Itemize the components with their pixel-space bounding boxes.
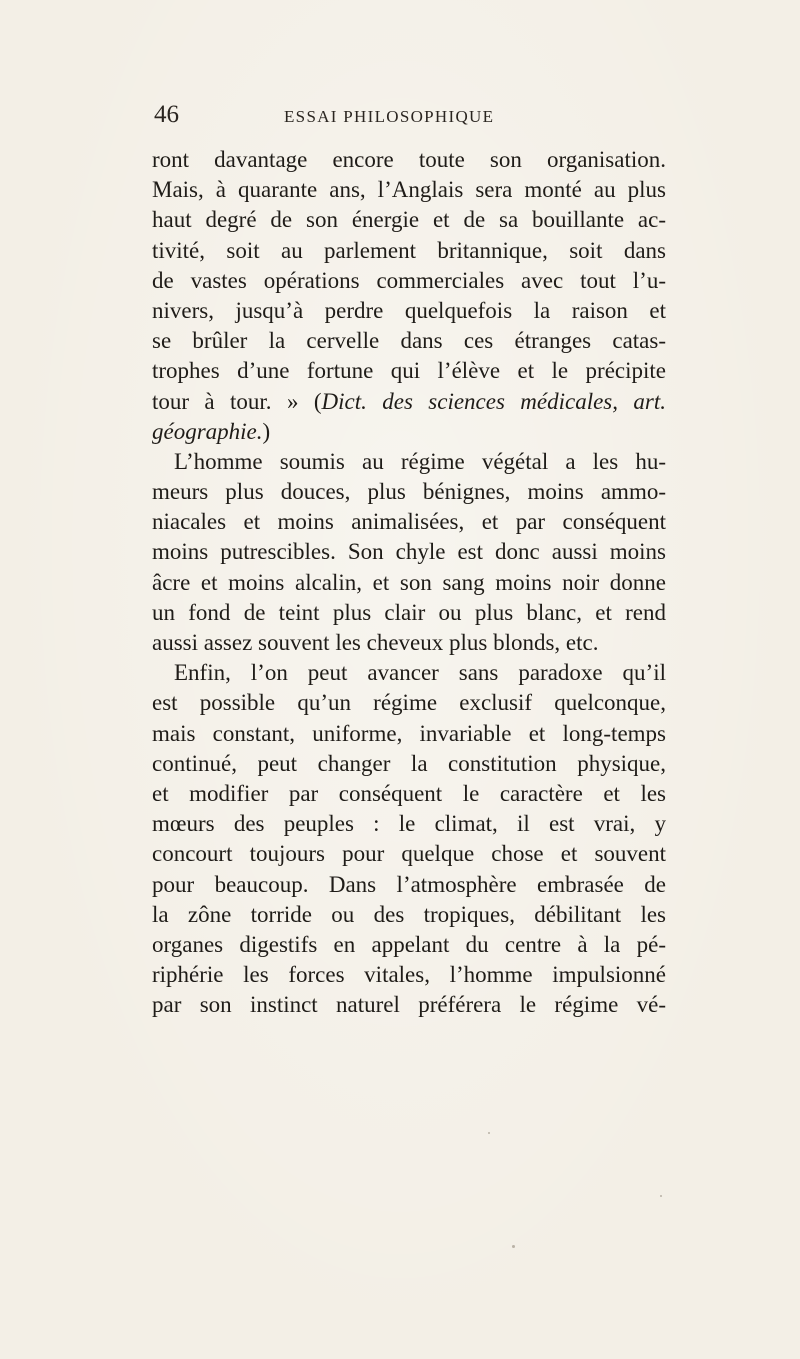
text-line <box>152 568 666 598</box>
text-line <box>152 749 666 779</box>
text-line <box>152 326 666 356</box>
text-line <box>152 688 666 718</box>
line-text: ront davantage encore toute son organisation. <box>152 147 666 172</box>
citation-close: ) <box>262 418 271 444</box>
paper-speck <box>488 1132 490 1134</box>
line-text: organes digestifs en appelant du centre à la pé- <box>152 931 666 957</box>
line-text: continué, peut changer la constitution physique, <box>152 750 666 776</box>
text-line <box>152 266 666 296</box>
line-text: riphérie les forces vitales, l’homme impulsionné <box>152 962 666 988</box>
text-line <box>152 719 666 749</box>
text-line <box>152 870 666 900</box>
text-line <box>152 477 666 507</box>
line-text: niacales et moins animalisées, et par conséquent <box>152 509 666 535</box>
line-text: tour à tour. » ( <box>152 388 322 414</box>
text-line <box>152 900 666 930</box>
text-line <box>152 387 666 417</box>
line-text: L’homme soumis au régime végétal a les hu- <box>174 448 666 474</box>
citation-italic: géographie. <box>152 418 263 444</box>
text-line <box>152 417 666 447</box>
line-text: trophes d’une fortune qui l’élève et le précipite <box>152 358 666 384</box>
text-line <box>152 779 666 809</box>
text-line <box>152 960 666 990</box>
text-line <box>152 447 666 477</box>
text-line <box>152 930 666 960</box>
citation-italic: Dict. des sciences médicales, art. <box>321 388 666 414</box>
running-title: ESSAI PHILOSOPHIQUE <box>284 107 495 126</box>
line-text: Mais, à quarante ans, l’Anglais sera monté au plus <box>152 177 666 203</box>
line-text: meurs plus douces, plus bénignes, moins ammo- <box>152 479 666 505</box>
line-text: aussi assez souvent les cheveux plus blonds, etc. <box>152 630 599 655</box>
text-line <box>152 990 666 1020</box>
line-text: un fond de teint plus clair ou plus blanc, et rend <box>152 599 666 625</box>
paper-speck <box>512 1245 515 1248</box>
text-line <box>152 628 666 658</box>
text-line <box>152 356 666 386</box>
page-header <box>154 101 654 141</box>
line-text: tivité, soit au parlement britannique, soit dans <box>152 237 666 263</box>
text-line <box>152 205 666 235</box>
line-text: nivers, jusqu’à perdre quelquefois la raison et <box>152 297 666 323</box>
line-text: de vastes opérations commerciales avec tout l’u- <box>152 267 666 293</box>
text-line <box>152 145 666 175</box>
text-line <box>152 507 666 537</box>
line-text: haut degré de son énergie et de sa bouillante ac- <box>152 207 666 233</box>
line-text: moins putrescibles. Son chyle est donc aussi moins <box>152 539 666 565</box>
line-text: mais constant, uniforme, invariable et long-temps <box>152 720 666 746</box>
line-text: Enfin, l’on peut avancer sans paradoxe qu’il <box>174 660 666 686</box>
text-line <box>152 839 666 869</box>
text-line <box>152 598 666 628</box>
line-text: mœurs des peuples : le climat, il est vrai, y <box>152 811 666 837</box>
line-text: est possible qu’un régime exclusif quelconque, <box>152 690 666 716</box>
line-text: et modifier par conséquent le caractère et les <box>152 780 666 806</box>
text-line <box>152 296 666 326</box>
text-line <box>152 537 666 567</box>
line-text: par son instinct naturel préférera le régime vé- <box>152 992 666 1018</box>
paper-speck <box>660 1195 662 1197</box>
text-line <box>152 175 666 205</box>
text-line <box>152 809 666 839</box>
text-line <box>152 236 666 266</box>
line-text: âcre et moins alcalin, et son sang moins noir donne <box>152 569 666 595</box>
text-line <box>152 658 666 688</box>
line-text: la zône torride ou des tropiques, débilitant les <box>152 901 666 927</box>
line-text: se brûler la cervelle dans ces étranges catas- <box>152 328 666 354</box>
line-text: concourt toujours pour quelque chose et souvent <box>152 841 666 867</box>
body-text <box>152 145 666 1020</box>
page-number: 46 <box>154 101 179 128</box>
line-text: pour beaucoup. Dans l’atmosphère embrasée de <box>152 871 666 897</box>
